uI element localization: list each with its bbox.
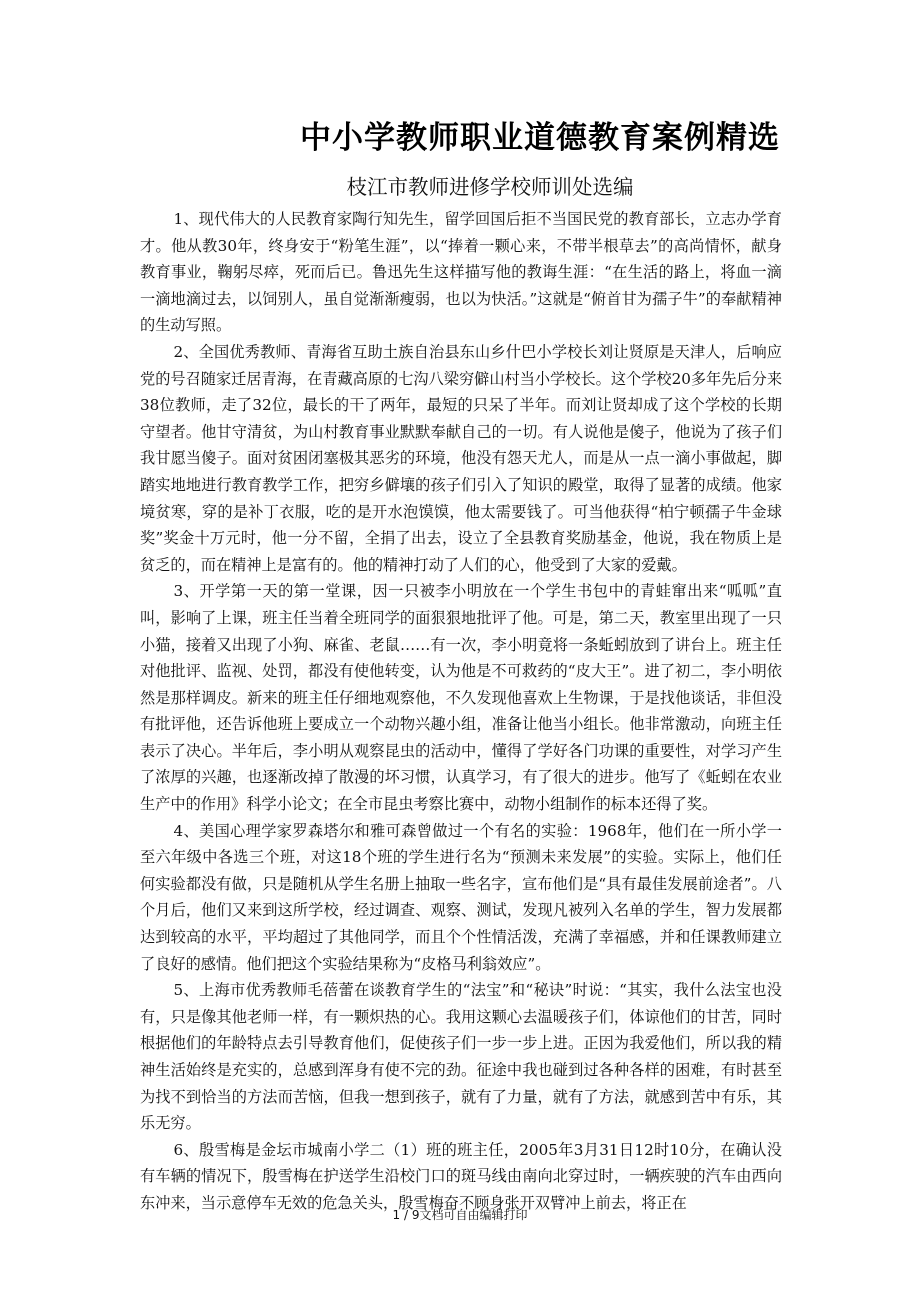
paragraph-2: 2、全国优秀教师、青海省互助土族自治县东山乡什巴小学校长刘让贤原是天津人，后响应党的号召随家迁居青海，在青藏高原的七沟八梁穷僻山村当小学校长。这个学校20多年先后分来38位教师，走了32位，最长的干了两年，最短的只呆了半年。而刘让贤却成了这个学校的长期守望者。他甘守清贫，为山村教育事业默默奉献自己的一切。有人说他是傻子，他说为了孩子们我甘愿当傻子。面对贫困闭塞极其恶劣的环境，他没有怨天尤人，而是从一点一滴小事做起，脚踏实地地进行教育教学工作，把穷乡僻壤的孩子们引入了知识的殿堂，取得了显著的成绩。他家境贫寒，穿的是补丁衣服，吃的是开水泡馍馍，他太需要钱了。可当他获得“柏宁顿孺子牛金球奖”奖金十万元时，他一分不留，全捐了出去，设立了全县教育奖励基金，他说，我在物质上是贫乏的，而在精神上是富有的。他的精神打动了人们的心，他受到了大家的爱戴。	[140, 342, 783, 574]
document-subtitle: 枝江市教师进修学校师训处选编	[346, 175, 634, 199]
document-title: 中小学教师职业道德教育案例精选	[300, 120, 780, 156]
paragraph-5: 5、上海市优秀教师毛蓓蕾在谈教育学生的“法宝”和“秘诀”时说：“其实，我什么法宝也没有，只是像其他老师一样，有一颗炽热的心。我用这颗心去温暖孩子们，体谅他们的甘苦，同时根据他们的年龄特点去引导教育他们，促使孩子们一步一步上进。正因为我爱他们，所以我的精神生活始终是充实的，总感到浑身有使不完的劲。征途中我也碰到过各种各样的困难，有时甚至为找不到恰当的方法而苦恼，但我一想到孩子，就有了力量，就有了方法，就感到苦中有乐，其乐无穷。	[140, 981, 782, 1133]
paragraph-4: 4、美国心理学家罗森塔尔和雅可森曾做过一个有名的实验：1968年，他们在一所小学一至六年级中各选三个班，对这18个班的学生进行名为“预测未来发展”的实验。实际上，他们任何实验都没有做，只是随机从学生名册上抽取一些名字，宣布他们是“具有最佳发展前途者”。八个月后，他们又来到这所学校，经过调查、观察、测试，发现凡被列入名单的学生，智力发展都达到较高的水平，平均超过了其他同学，而且个个性情活泼，充满了幸福感，并和任课教师建立了良好的感情。他们把这个实验结果称为“皮格马利翁效应”。	[140, 821, 782, 973]
paragraph-6: 6、殷雪梅是金坛市城南小学二（1）班的班主任，2005年3月31日12时10分，在确认没有车辆的情况下，殷雪梅在护送学生沿校门口的斑马线由南向北穿过时，一辆疾驶的汽车由西向东冲来，当示意停车无效的危急关头，殷雪梅奋不顾身张开双臂冲上前去，将正在	[140, 1140, 782, 1212]
page-footer: 1 / 9文档可自由编辑打印	[392, 1208, 528, 1222]
paragraph-1: 1、现代伟大的人民教育家陶行知先生，留学回国后拒不当国民党的教育部长，立志办学育才。他从教30年，终身安于“粉笔生涯”，以“捧着一颗心来，不带半根草去”的高尚情怀，献身教育事业，鞠躬尽瘁，死而后已。鲁迅先生这样描写他的教诲生涯：“在生活的路上，将血一滴一滴地滴过去，以饲别人，虽自觉渐渐瘦弱，也以为快活。”这就是“俯首甘为孺子牛”的奉献精神的生动写照。	[140, 210, 782, 335]
paragraph-3: 3、开学第一天的第一堂课，因一只被李小明放在一个学生书包中的青蛙窜出来“呱呱”直叫，影响了上课，班主任当着全班同学的面狠狠地批评了他。可是，第二天，教室里出现了一只小猫，接着又出现了小狗、麻雀、老鼠……有一次，李小明竟将一条蚯蚓放到了讲台上。班主任对他批评、监视、处罚，都没有使他转变，认为他是不可救药的“皮大王”。进了初二，李小明依然是那样调皮。新来的班主任仔细地观察他，不久发现他喜欢上生物课，于是找他谈话，非但没有批评他，还告诉他班上要成立一个动物兴趣小组，准备让他当小组长。他非常激动，向班主任表示了决心。半年后，李小明从观察昆虫的活动中，懂得了学好各门功课的重要性，对学习产生了浓厚的兴趣，也逐渐改掉了散漫的坏习惯，认真学习，有了很大的进步。他写了《蚯蚓在农业生产中的作用》科学小论文；在全市昆虫考察比赛中，动物小组制作的标本还得了奖。	[140, 582, 782, 814]
document-body	[140, 206, 782, 1217]
